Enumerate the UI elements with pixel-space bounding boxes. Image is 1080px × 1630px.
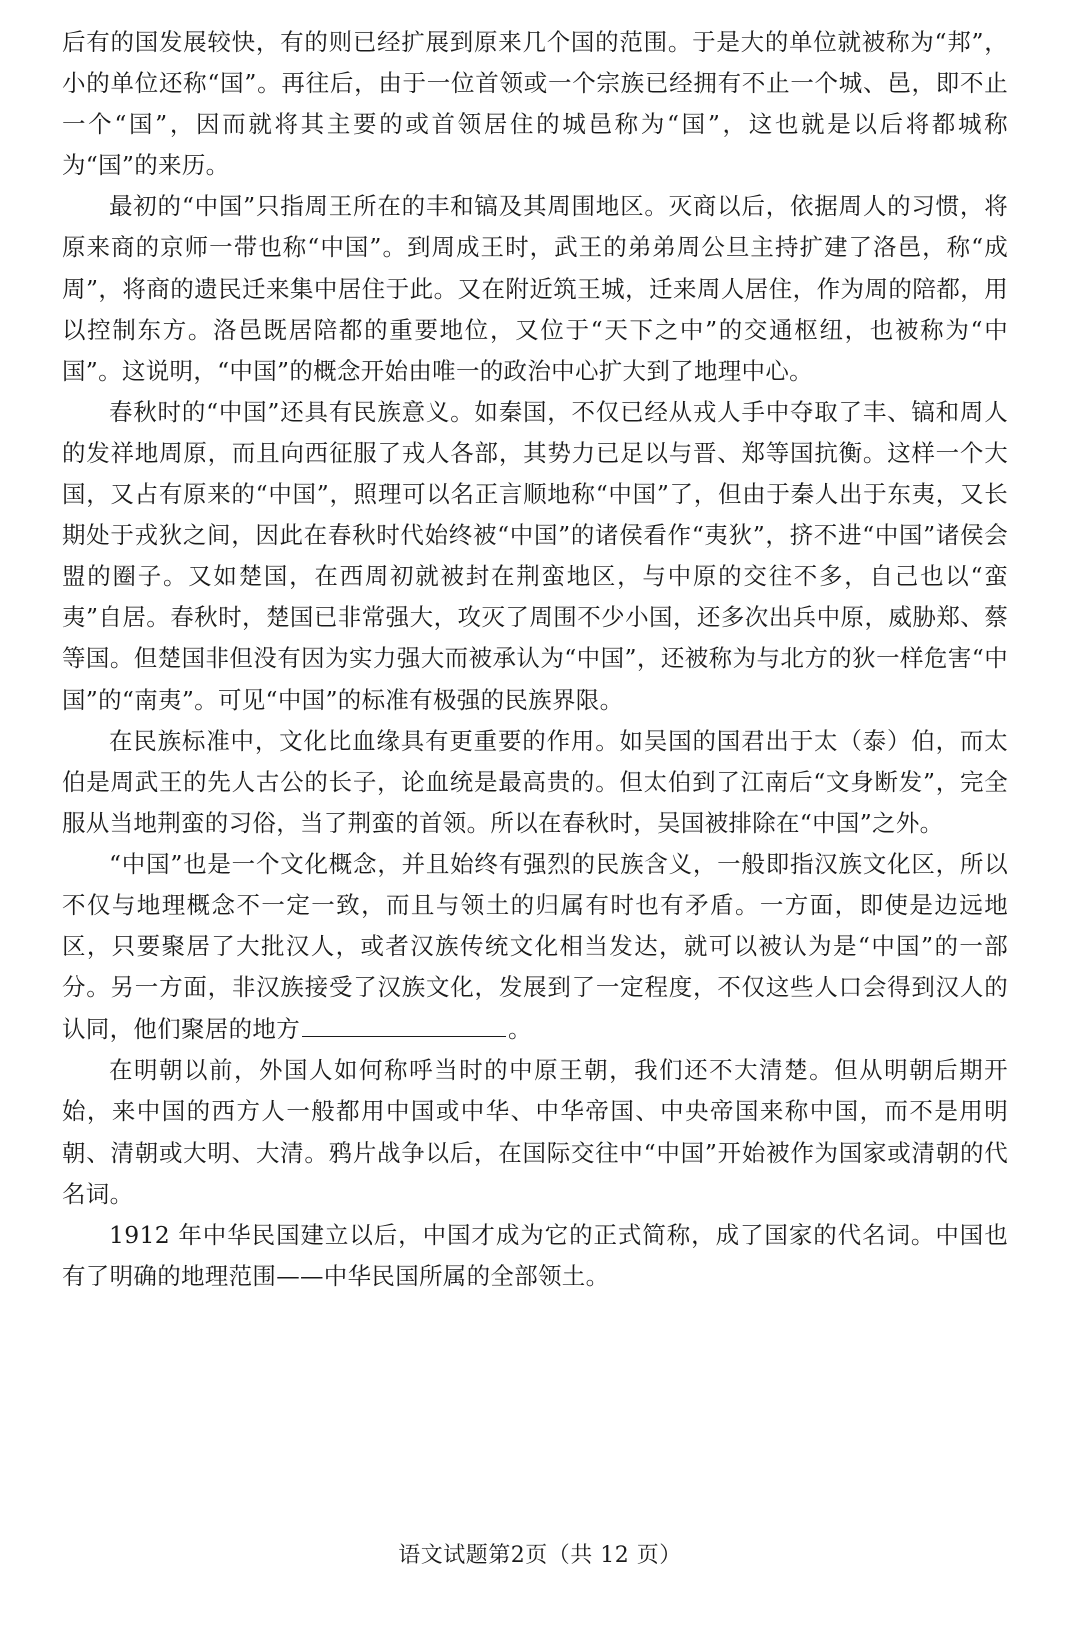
paragraph-2: 最初的“中国”只指周王所在的丰和镐及其周围地区。灭商以后，依据周人的习惯，将原来商的京师一带也称“中国”。到周成王时，武王的弟弟周公旦主持扩建了洛邑，称“成周”，将商的遗民迁来集中居住于此。又在附近筑王城，迁来周人居住，作为周的陪都，用以控制东方。洛邑既居陪都的重要地位，又位于“天下之中”的交通枢纽，也被称为“中国”。这说明，“中国”的概念开始由唯一的政治中心扩大到了地理中心。 [62, 192, 1008, 385]
paragraph-5 [62, 844, 1008, 1050]
paragraph-7: 1912 年中华民国建立以后，中国才成为它的正式简称，成了国家的代名词。中国也有了明确的地理范围——中华民国所属的全部领土。 [62, 1220, 1008, 1290]
page-footer: 语文试题第2页（共 12 页） [398, 1543, 682, 1568]
paragraph-4: 在民族标准中，文化比血缘具有更重要的作用。如吴国的国君出于太（泰）伯，而太伯是周武王的先人古公的长子，论血统是最高贵的。但太伯到了江南后“文身断发”，完全服从当地荆蛮的习俗，当了荆蛮的首领。所以在春秋时，吴国被排除在“中国”之外。 [62, 726, 1008, 837]
paragraph-1-continued: 后有的国发展较快，有的则已经扩展到原来几个国的范围。于是大的单位就被称为“邦”，小的单位还称“国”。再往后，由于一位首领或一个宗族已经拥有不止一个城、邑，即不止一个“国”，因而就将其主要的或首领居住的城邑称为“国”，这也就是以后将都城称为“国”的来历。 [62, 28, 1008, 180]
blank-end-punct: 。 [508, 1015, 532, 1044]
paragraph-5-text: “中国”也是一个文化概念，并且始终有强烈的民族含义，一般即指汉族文化区，所以不仅与地理概念不一定一致，而且与领土的归属有时也有矛盾。一方面，即使是边远地区，只要聚居了大批汉人，或者汉族传统文化相当发达，就可以被认为是“中国”的一部分。另一方面，非汉族接受了汉族文化，发展到了一定程度，不仅这些人口会得到汉人的认同，他们聚居的地方 [62, 849, 1008, 1044]
article-body [62, 22, 1008, 1297]
fill-in-blank[interactable] [302, 1008, 506, 1037]
paragraph-6: 在明朝以前，外国人如何称呼当时的中原王朝，我们还不大清楚。但从明朝后期开始，来中国的西方人一般都用中国或中华、中华帝国、中央帝国来称中国，而不是用明朝、清朝或大明、大清。鸦片战争以后，在国际交往中“中国”开始被作为国家或清朝的代名词。 [62, 1056, 1008, 1208]
paragraph-3: 春秋时的“中国”还具有民族意义。如秦国，不仅已经从戎人手中夺取了丰、镐和周人的发祥地周原，而且向西征服了戎人各部，其势力已足以与晋、郑等国抗衡。这样一个大国，又占有原来的“中国”，照理可以名正言顺地称“中国”了，但由于秦人出于东夷，又长期处于戎狄之间，因此在春秋时代始终被“中国”的诸侯看作“夷狄”，挤不进“中国”诸侯会盟的圈子。又如楚国，在西周初就被封在荆蛮地区，与中原的交往不多，自己也以“蛮夷”自居。春秋时，楚国已非常强大，攻灭了周围不少小国，还多次出兵中原，威胁郑、蔡等国。但楚国非但没有因为实力强大而被承认为“中国”，还被称为与北方的狄一样危害“中国”的“南夷”。可见“中国”的标准有极强的民族界限。 [62, 397, 1008, 714]
